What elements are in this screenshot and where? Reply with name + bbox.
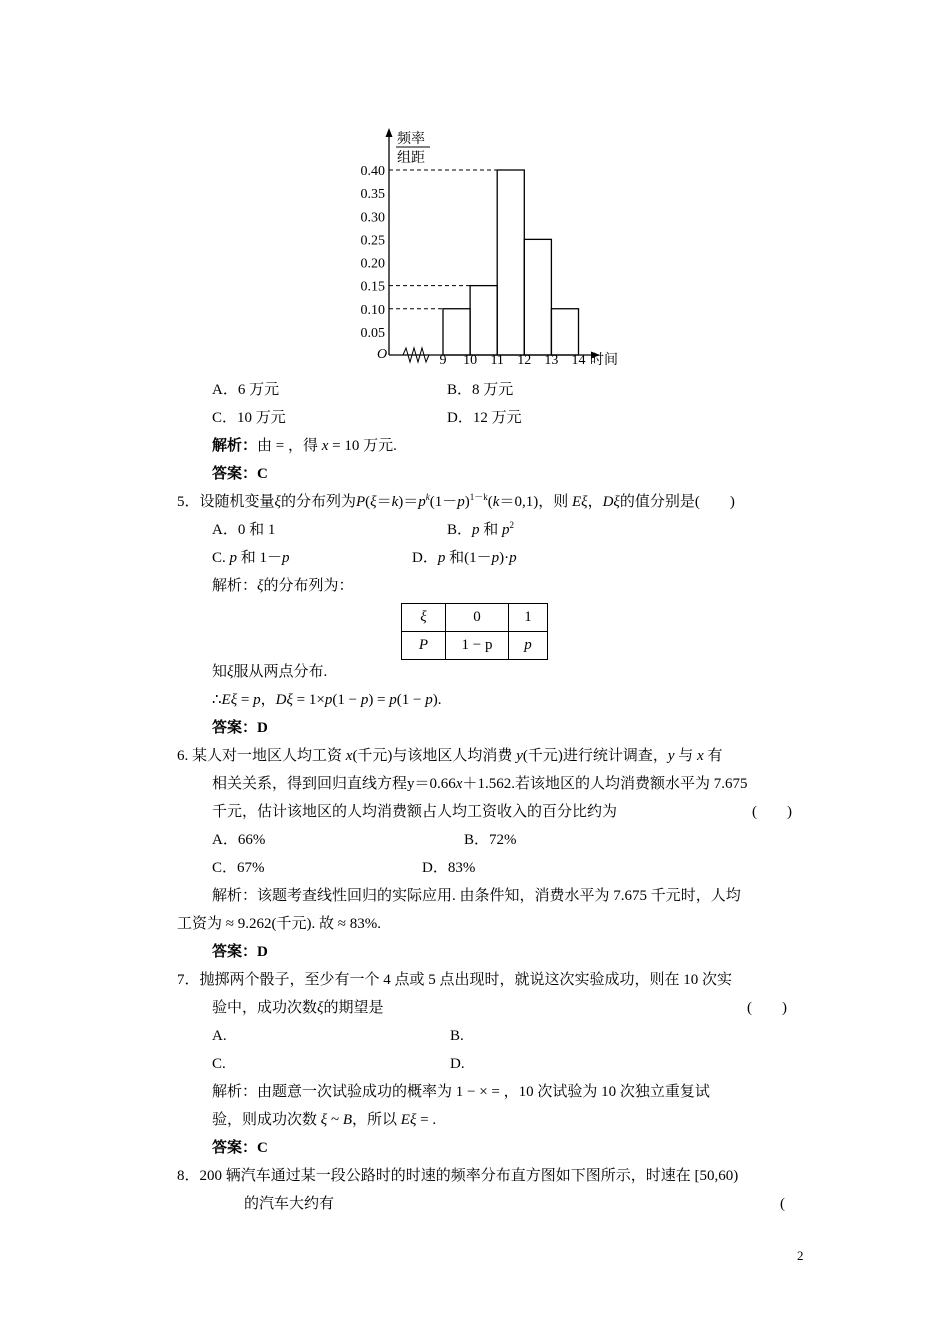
table-cell: 1 − p bbox=[446, 632, 509, 660]
y-tick-label: 0.05 bbox=[360, 325, 385, 341]
y-tick-label: 0.25 bbox=[360, 233, 385, 249]
page-number: 2 bbox=[797, 1248, 804, 1263]
x-tick-label: 14 bbox=[571, 353, 586, 368]
q7-option-a: A. bbox=[212, 1028, 227, 1044]
x-tick-label: 9 bbox=[439, 353, 447, 368]
y-axis-arrow bbox=[386, 128, 393, 137]
table-cell: P bbox=[402, 632, 446, 660]
y-tick-label: 0.10 bbox=[360, 302, 385, 318]
q7-option-b: B. bbox=[450, 1028, 464, 1044]
q7-analysis-line2: 验，则成功次数 ξ ~ B，所以 Eξ = . bbox=[212, 1112, 437, 1128]
frequency-histogram bbox=[348, 125, 628, 375]
q6-answer-paren: ( ) bbox=[752, 804, 792, 820]
q5-answer: 答案：D bbox=[212, 720, 268, 736]
y-label-bottom: 组距 bbox=[397, 151, 425, 166]
origin-label: O bbox=[377, 347, 388, 362]
table-row bbox=[402, 632, 548, 660]
q7-option-c: C. bbox=[212, 1056, 226, 1072]
y-tick-label: 0.15 bbox=[360, 279, 385, 295]
q6-option-d: D．83% bbox=[422, 860, 476, 876]
table-row bbox=[402, 604, 548, 632]
q4-option-a: A．6 万元 bbox=[212, 382, 280, 398]
q5-option-c: C. p 和 1－p bbox=[212, 550, 290, 566]
q6-stem-line1: 6. 某人对一地区人均工资 x(千元)与该地区人均消费 y(千元)进行统计调查，y 与 x 有 bbox=[177, 748, 723, 764]
y-tick-label: 0.30 bbox=[360, 210, 385, 226]
q5-distribution-note: 知ξ服从两点分布. bbox=[212, 664, 328, 680]
x-tick-label: 13 bbox=[544, 353, 559, 368]
q4-option-b: B．8 万元 bbox=[447, 382, 514, 398]
q5-option-b: B．p 和 $p^2$ bbox=[447, 520, 515, 538]
x-tick-label: 12 bbox=[517, 353, 532, 368]
q6-option-a: A．66% bbox=[212, 832, 266, 848]
q8-stem-line2: 的汽车大约有 bbox=[244, 1196, 335, 1212]
q4-option-c: C．10 万元 bbox=[212, 410, 286, 426]
histogram-bar bbox=[470, 286, 497, 355]
q7-stem-line1: 7．抛掷两个骰子，至少有一个 4 点或 5 点出现时，就说这次实验成功，则在 10 次实 bbox=[177, 972, 733, 988]
histogram-bar bbox=[551, 309, 578, 355]
histogram-bar bbox=[497, 170, 524, 355]
table-cell: 0 bbox=[446, 604, 509, 632]
x-label: 时间 bbox=[590, 353, 618, 368]
q8-answer-paren: ( bbox=[780, 1196, 785, 1212]
x-tick-label: 11 bbox=[490, 353, 504, 368]
y-label-top: 频率 bbox=[397, 132, 425, 147]
q6-option-b: B．72% bbox=[464, 832, 517, 848]
q6-stem-line2: 相关关系，得到回归直线方程y＝0.66x＋1.562.若该地区的人均消费额水平为 7.675 bbox=[212, 776, 748, 792]
q7-stem-line2: 验中，成功次数ξ的期望是 bbox=[212, 1000, 384, 1016]
histogram-bar bbox=[443, 309, 470, 355]
y-tick-label: 0.35 bbox=[360, 187, 385, 203]
q6-analysis-line1: 解析：该题考查线性回归的实际应用. 由条件知，消费水平为 7.675 千元时，人均 bbox=[212, 888, 741, 904]
q5-option-d: D．p 和(1－p)·p bbox=[412, 550, 517, 566]
table-cell: ξ bbox=[402, 604, 446, 632]
q5-stem: 5．设随机变量ξ的分布列为$P(\xi=k)=p^k(1-p)^{1-k}(k=0,1)$，则 Eξ，Dξ的值分别是( ) bbox=[177, 492, 735, 510]
q4-option-d: D．12 万元 bbox=[447, 410, 522, 426]
y-tick-label: 0.40 bbox=[360, 164, 385, 179]
x-tick-label: 10 bbox=[463, 353, 478, 368]
q5-analysis: 解析：ξ的分布列为： bbox=[212, 578, 354, 594]
q4-analysis: 解析：由 = ，得 x = 10 万元. bbox=[212, 438, 397, 454]
histogram-bar bbox=[524, 239, 551, 355]
y-tick-label: 0.20 bbox=[360, 256, 385, 272]
q7-analysis-line1: 解析：由题意一次试验成功的概率为 1 − × = ，10 次试验为 10 次独立重复试 bbox=[212, 1084, 710, 1100]
q6-stem-line3: 千元，估计该地区的人均消费额占人均工资收入的百分比约为 bbox=[212, 804, 618, 820]
table-cell: p bbox=[509, 632, 548, 660]
q7-answer-paren: ( ) bbox=[747, 1000, 787, 1016]
q8-stem-line1: 8．200 辆汽车通过某一段公路时的时速的频率分布直方图如下图所示，时速在 [50,60) bbox=[177, 1168, 739, 1184]
q6-answer: 答案：D bbox=[212, 944, 268, 960]
table-cell: 1 bbox=[509, 604, 548, 632]
distribution-table bbox=[401, 603, 548, 660]
q5-option-a: A．0 和 1 bbox=[212, 522, 276, 538]
q7-option-d: D. bbox=[450, 1056, 465, 1072]
q7-answer: 答案：C bbox=[212, 1140, 268, 1156]
q6-analysis-line2: 工资为 ≈ 9.262(千元). 故 ≈ 83%. bbox=[177, 916, 381, 932]
q6-option-c: C．67% bbox=[212, 860, 265, 876]
q5-result: ∴Eξ = p，Dξ = 1×p(1 − p) = p(1 − p). bbox=[212, 692, 442, 708]
q4-answer: 答案：C bbox=[212, 466, 268, 482]
